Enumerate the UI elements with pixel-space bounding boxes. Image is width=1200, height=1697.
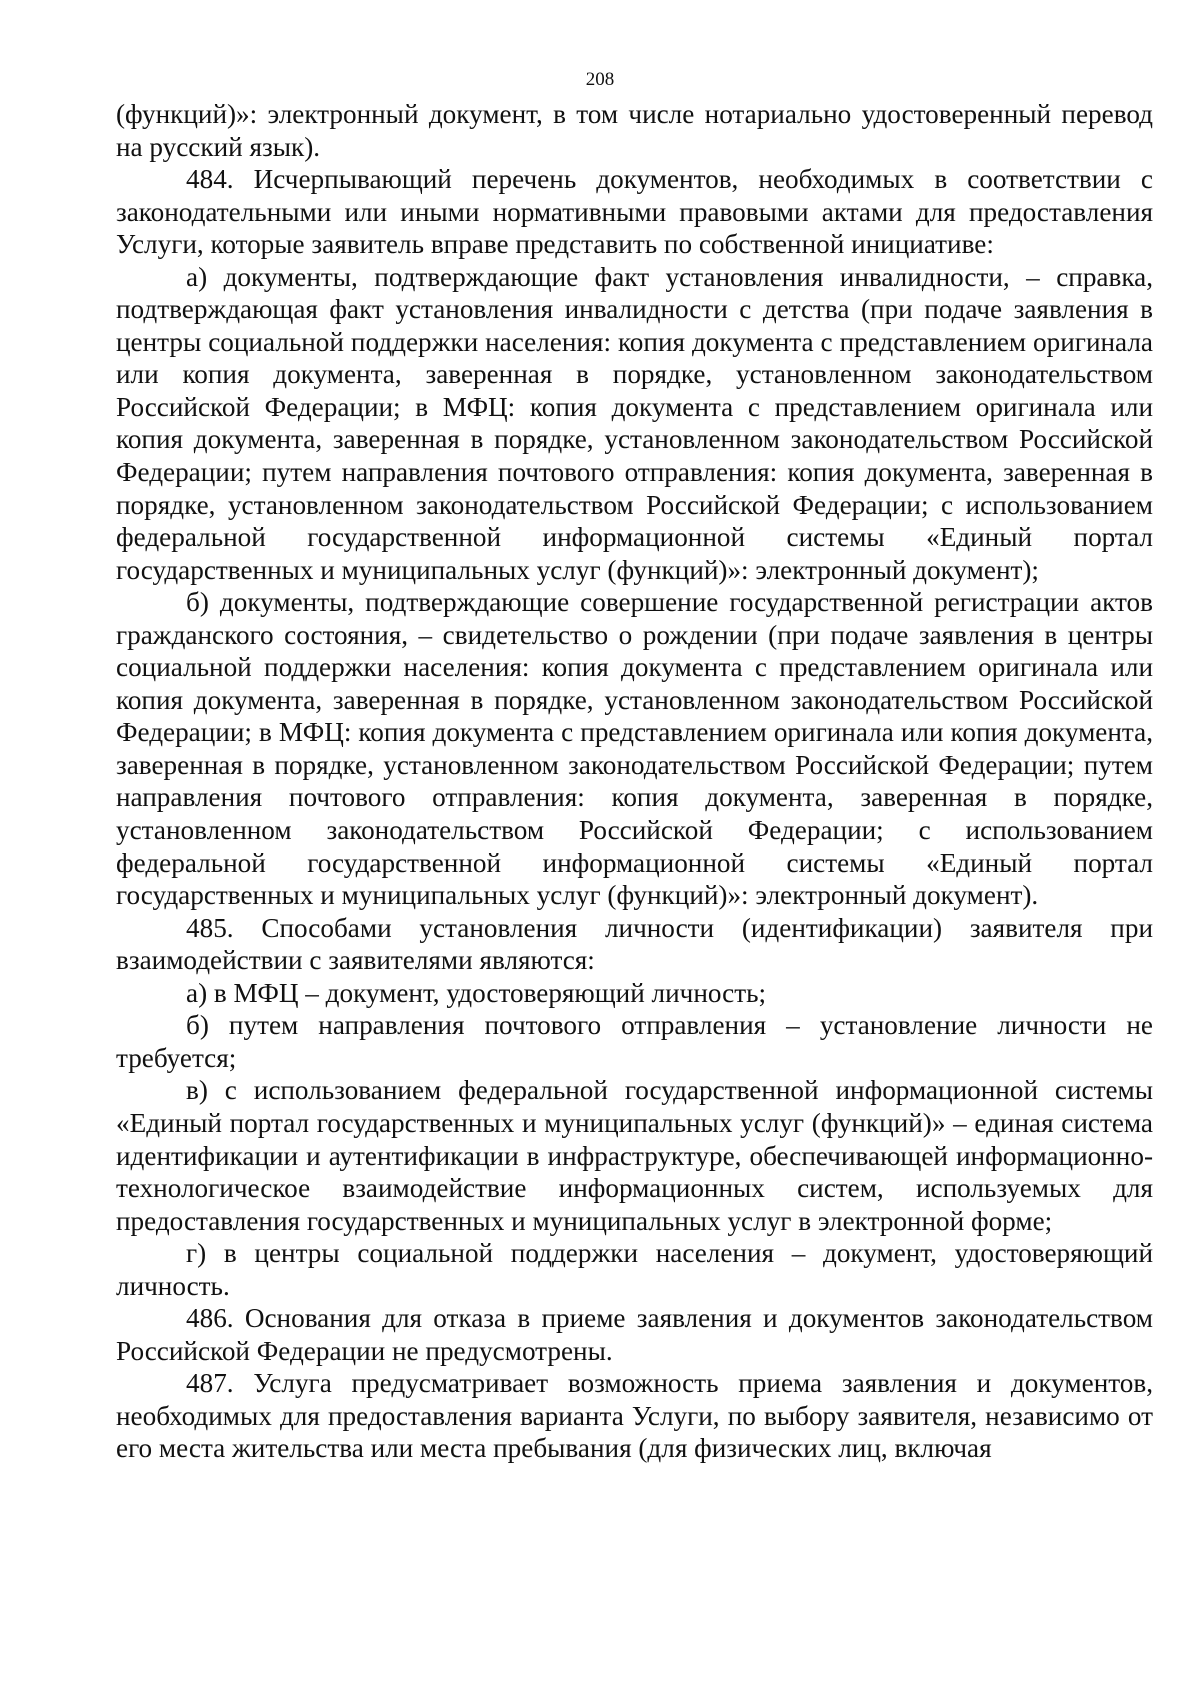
paragraph-486: 486. Основания для отказа в приеме заявления и документов законодательством Российской Федерации не предусмотрены. (116, 1303, 1153, 1366)
paragraph-485-b: б) путем направления почтового отправления – установление личности не требуется; (116, 1010, 1153, 1073)
paragraph-484-b: б) документы, подтверждающие совершение государственной регистрации актов гражданского состояния, – свидетельство о рождении (при подаче заявления в центры социальной поддержки населения: копия документа с представлением оригинала или копия документа, заверенная в порядке, установленном законодательством Российской Федерации; в МФЦ: копия документа с представлением оригинала или копия документа, заверенная в порядке, установленном законодательством Российской Федерации; путем направления почтового отправления: копия документа, заверенная в порядке, установленном законодательством Российской Федерации; с использованием федеральной государственной информационной системы «Единый портал государственных и муниципальных услуг (функций)»: электронный документ). (116, 587, 1153, 911)
paragraph-485-v: в) с использованием федеральной государственной информационной системы «Единый портал государственных и муниципальных услуг (функций)» – единая система идентификации и аутентификации в инфраструктуре, обеспечивающей информационно-технологическое взаимодействие информационных систем, используемых для предоставления государственных и муниципальных услуг в электронной форме; (116, 1075, 1153, 1236)
paragraph-484: 484. Исчерпывающий перечень документов, необходимых в соответствии с законодательными или иными нормативными правовыми актами для предоставления Услуги, которые заявитель вправе представить по собственной инициативе: (116, 164, 1153, 260)
paragraph-485-g: г) в центры социальной поддержки населения – документ, удостоверяющий личность. (116, 1238, 1153, 1301)
paragraph-485-a: а) в МФЦ – документ, удостоверяющий личность; (186, 977, 767, 1008)
page-number: 208 (585, 69, 615, 90)
paragraph-translation-note: (функций)»: электронный документ, в том числе нотариально удостоверенный перевод на русский язык). (116, 99, 1153, 162)
paragraph-485: 485. Способами установления личности (идентификации) заявителя при взаимодействии с заявителями являются: (116, 912, 1153, 976)
paragraph-484-a: а) документы, подтверждающие факт установления инвалидности, – справка, подтверждающая факт установления инвалидности с детства (при подаче заявления в центры социальной поддержки населения: копия документа с представлением оригинала или копия документа, заверенная в порядке, установленном законодательством Российской Федерации; в МФЦ: копия документа с представлением оригинала или копия документа, заверенная в порядке, установленном законодательством Российской Федерации; путем направления почтового отправления: копия документа, заверенная в порядке, установленном законодательством Российской Федерации; с использованием федеральной государственной информационной системы «Единый портал государственных и муниципальных услуг (функций)»: электронный документ); (116, 261, 1153, 585)
document-body (116, 98, 1153, 1465)
paragraph-487: 487. Услуга предусматривает возможность приема заявления и документов, необходимых для предоставления варианта Услуги, по выбору заявителя, независимо от его места жительства или места пребывания (для физических лиц, включая (116, 1368, 1153, 1464)
